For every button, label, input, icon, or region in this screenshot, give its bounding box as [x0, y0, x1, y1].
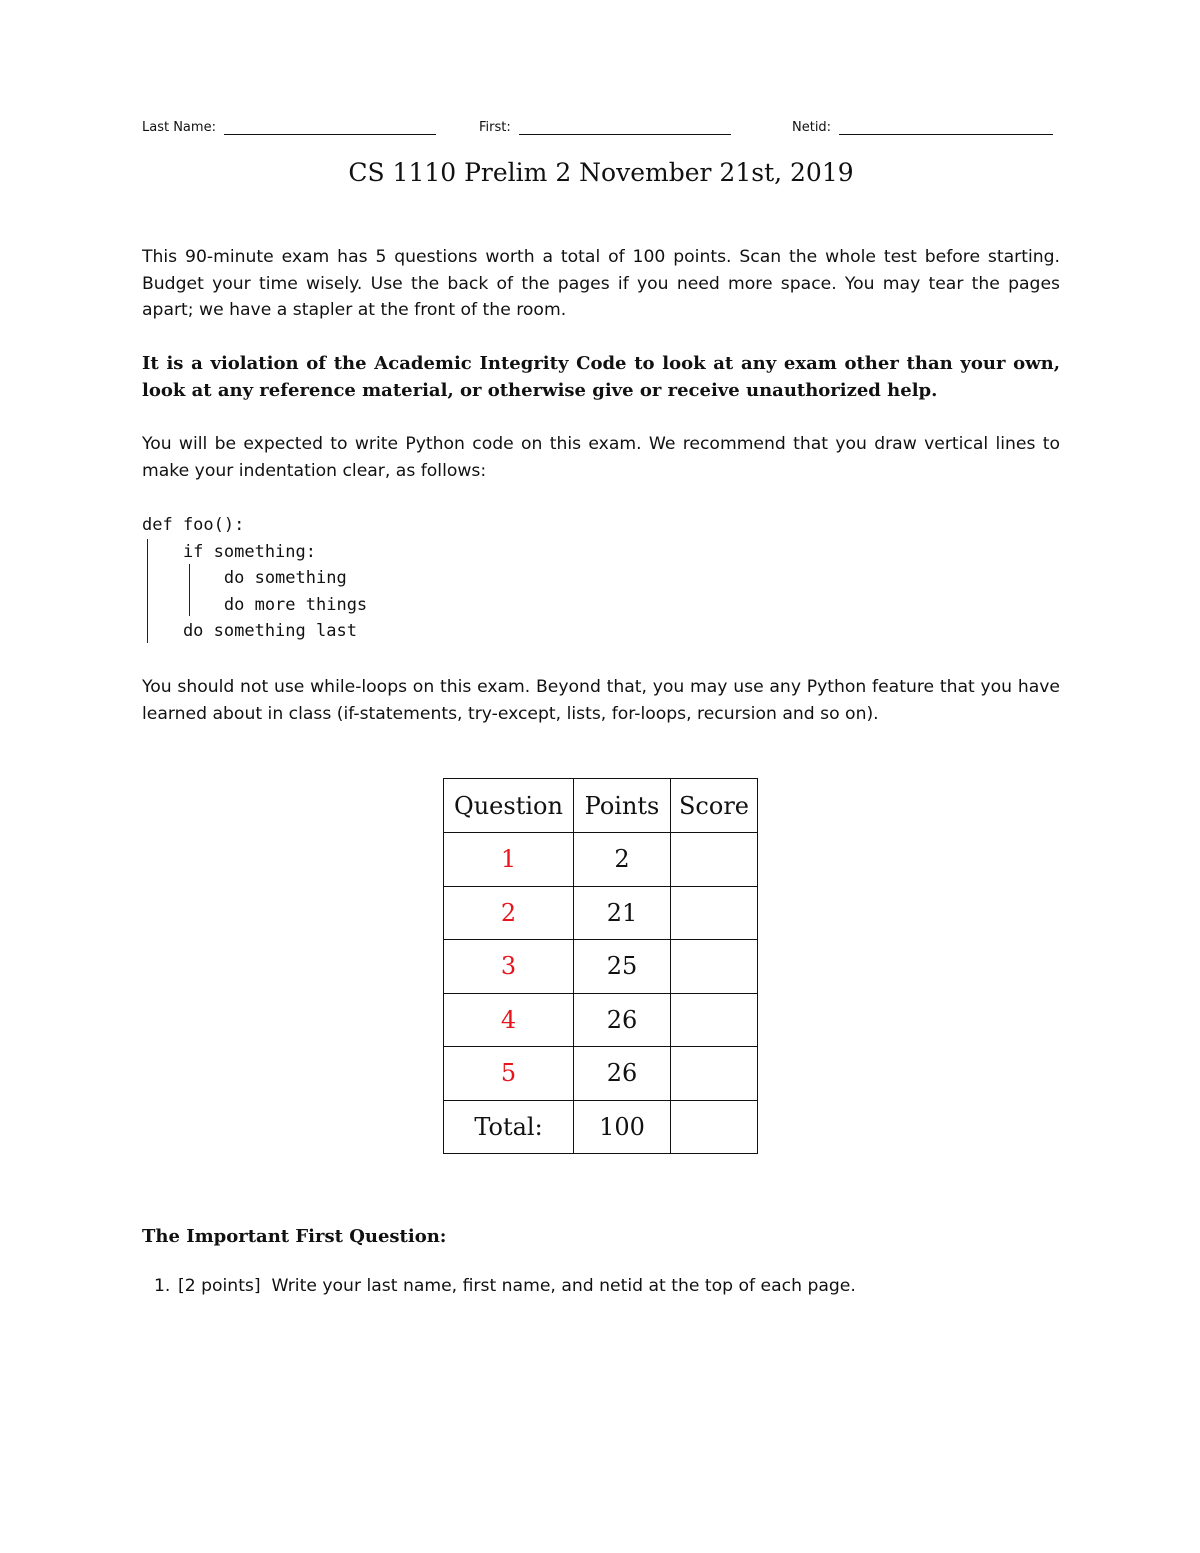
indent-guide-outer: [147, 539, 148, 643]
section-heading: The Important First Question:: [142, 1226, 447, 1247]
question-points: 2: [574, 833, 671, 887]
points-header: Points: [574, 779, 671, 833]
netid-field: [792, 116, 1053, 135]
code-line: do something: [142, 568, 347, 588]
last-name-blank: [224, 116, 436, 135]
last-name-field: [142, 116, 436, 135]
question-number: 3: [444, 940, 574, 994]
score-cell: [671, 833, 758, 887]
code-example: [142, 512, 367, 645]
first-name-blank: [519, 116, 731, 135]
question-number-label: 1.: [154, 1276, 171, 1296]
total-score-cell: [671, 1100, 758, 1153]
question-number: 1: [444, 833, 574, 887]
question-text: [2 points] Write your last name, first name, and netid at the top of each page.: [178, 1276, 856, 1296]
code-line: if something:: [142, 541, 316, 562]
question-points: 26: [574, 993, 671, 1047]
table-header-row: [444, 779, 758, 833]
integrity-paragraph: It is a violation of the Academic Integrity Code to look at any exam other than your own, look at any reference material, or otherwise give or receive unauthorized help.: [142, 353, 1060, 401]
first-question: [154, 1276, 856, 1296]
table-row: [444, 940, 758, 994]
question-points: 25: [574, 940, 671, 994]
score-cell: [671, 1047, 758, 1101]
score-cell: [671, 940, 758, 994]
table-row: [444, 1047, 758, 1101]
indent-guide-inner: [189, 564, 190, 616]
total-row: [444, 1100, 758, 1153]
total-label: Total:: [444, 1100, 574, 1153]
table-row: [444, 833, 758, 887]
first-name-field: [479, 116, 731, 135]
python-note-paragraph: You will be expected to write Python code on this exam. We recommend that you draw vertical lines to make your indentation clear, as follows:: [142, 434, 1060, 481]
score-cell: [671, 886, 758, 940]
code-line: do more things: [142, 594, 368, 615]
intro-paragraph: This 90-minute exam has 5 questions worth a total of 100 points. Scan the whole test before starting. Budget your time wisely. Use the back of the pages if you need more space. You may tear the pages apart; we have a stapler at the front of the room.: [142, 247, 1060, 320]
question-number: 4: [444, 993, 574, 1047]
code-line: do something last: [142, 621, 357, 641]
table-row: [444, 886, 758, 940]
last-name-label: Last Name:: [142, 120, 216, 135]
exam-title: CS 1110 Prelim 2 November 21st, 2019: [348, 158, 854, 187]
code-line: def foo():: [142, 515, 245, 535]
score-cell: [671, 993, 758, 1047]
name-fields: [142, 116, 1060, 142]
first-name-label: First:: [479, 120, 511, 135]
question-header: Question: [444, 779, 574, 833]
question-points: 26: [574, 1047, 671, 1101]
question-number: 5: [444, 1047, 574, 1101]
question-number: 2: [444, 886, 574, 940]
netid-blank: [839, 116, 1053, 135]
score-header: Score: [671, 779, 758, 833]
score-table: [443, 778, 758, 1154]
total-points: 100: [574, 1100, 671, 1153]
netid-label: Netid:: [792, 120, 832, 135]
rules-paragraph: You should not use while-loops on this exam. Beyond that, you may use any Python feature that you have learned about in class (if-statements, try-except, lists, for-loops, recursion and so on).: [142, 677, 1060, 724]
table-row: [444, 993, 758, 1047]
question-points: 21: [574, 886, 671, 940]
